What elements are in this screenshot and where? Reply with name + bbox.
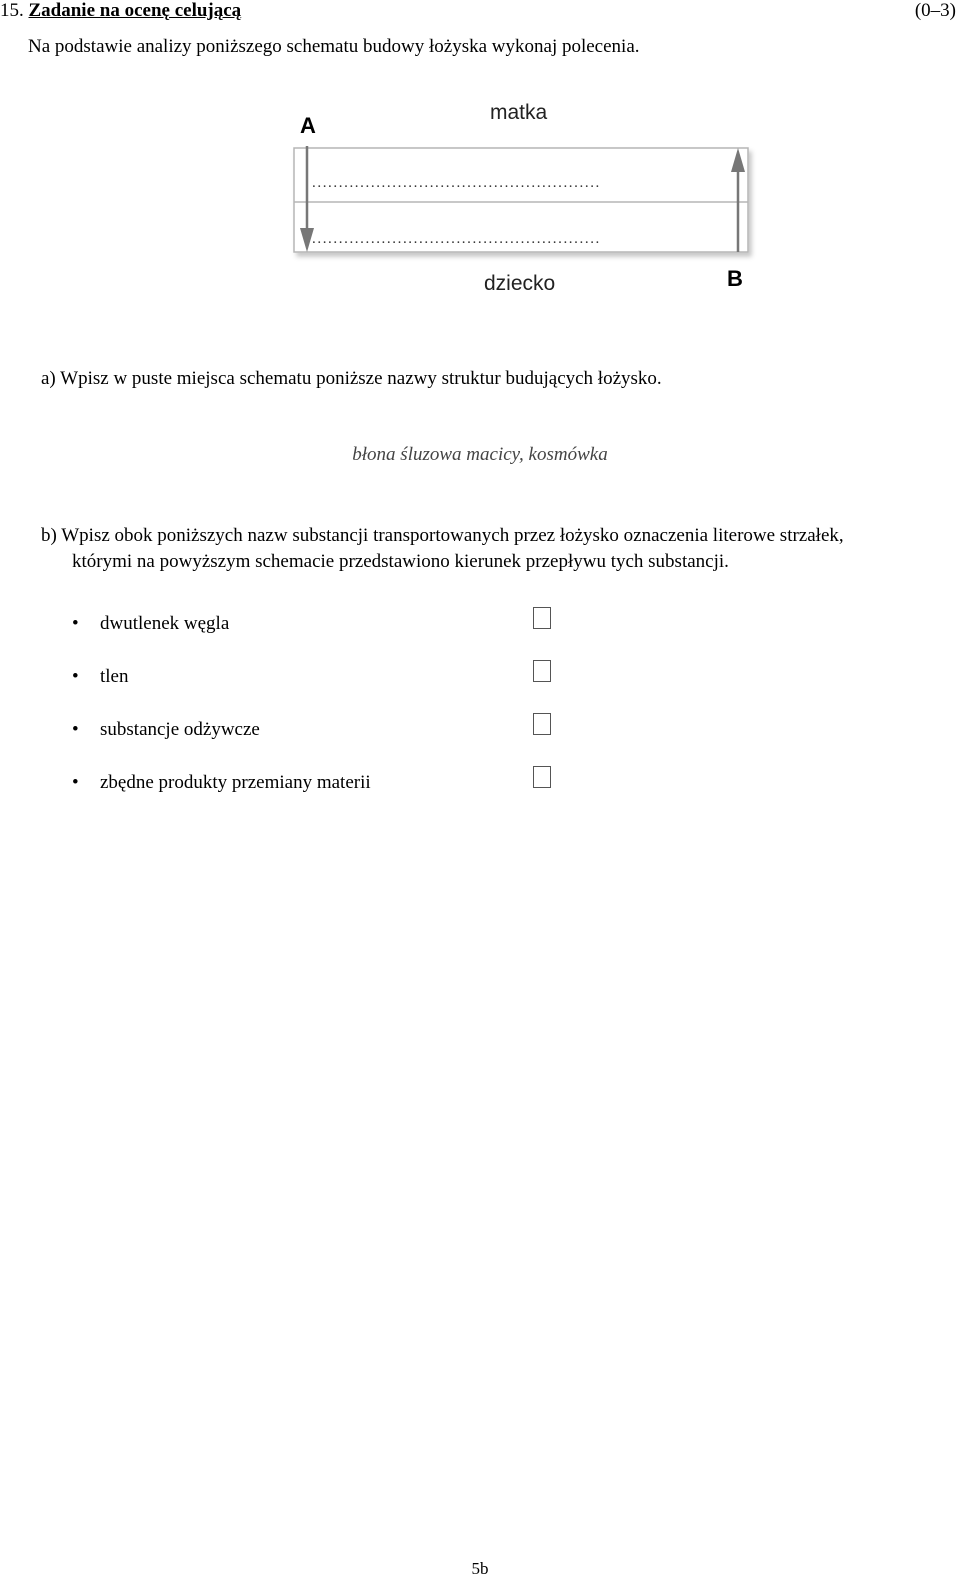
bullet-icon: • [72,666,79,687]
blank-structure-2[interactable]: ...................................................... [312,231,601,247]
placenta-diagram-svg [290,100,760,300]
task-points: (0–3) [914,0,956,21]
answer-box[interactable] [533,713,551,735]
arrow-a-label: A [300,113,316,138]
part-a-terms: błona śluzowa macicy, kosmówka [352,444,608,465]
blank-structure-1[interactable]: ...................................................... [312,175,601,191]
answer-box[interactable] [533,607,551,629]
task-number: 15. [0,0,24,21]
task-title: Zadanie na ocenę celującą [28,0,242,21]
bullet-icon: • [72,772,79,793]
child-label: dziecko [484,272,556,295]
answer-box[interactable] [533,766,551,788]
bullet-icon: • [72,613,79,634]
list-item-label: zbędne produkty przemiany materii [100,772,371,793]
bullet-icon: • [72,719,79,740]
placenta-diagram [290,100,760,300]
list-item-label: dwutlenek węgla [100,613,230,634]
list-item-label: substancje odżywcze [100,719,260,740]
part-b-instruction-line1: b) Wpisz obok poniższych nazw substancji transportowanych przez łożysko oznaczenia literowe strzałek, [41,525,844,546]
mother-label: matka [490,101,548,124]
part-b-instruction-line2: którymi na powyższym schemacie przedstawiono kierunek przepływu tych substancji. [72,551,729,572]
intro-text: Na podstawie analizy poniższego schematu budowy łożyska wykonaj polecenia. [28,36,640,57]
list-item-label: tlen [100,666,129,687]
arrow-b-label: B [727,266,743,291]
part-a-instruction: a) Wpisz w puste miejsca schematu poniższe nazwy struktur budujących łożysko. [41,368,662,389]
answer-box[interactable] [533,660,551,682]
page-number: 5b [471,1559,489,1578]
task-header [0,0,241,22]
